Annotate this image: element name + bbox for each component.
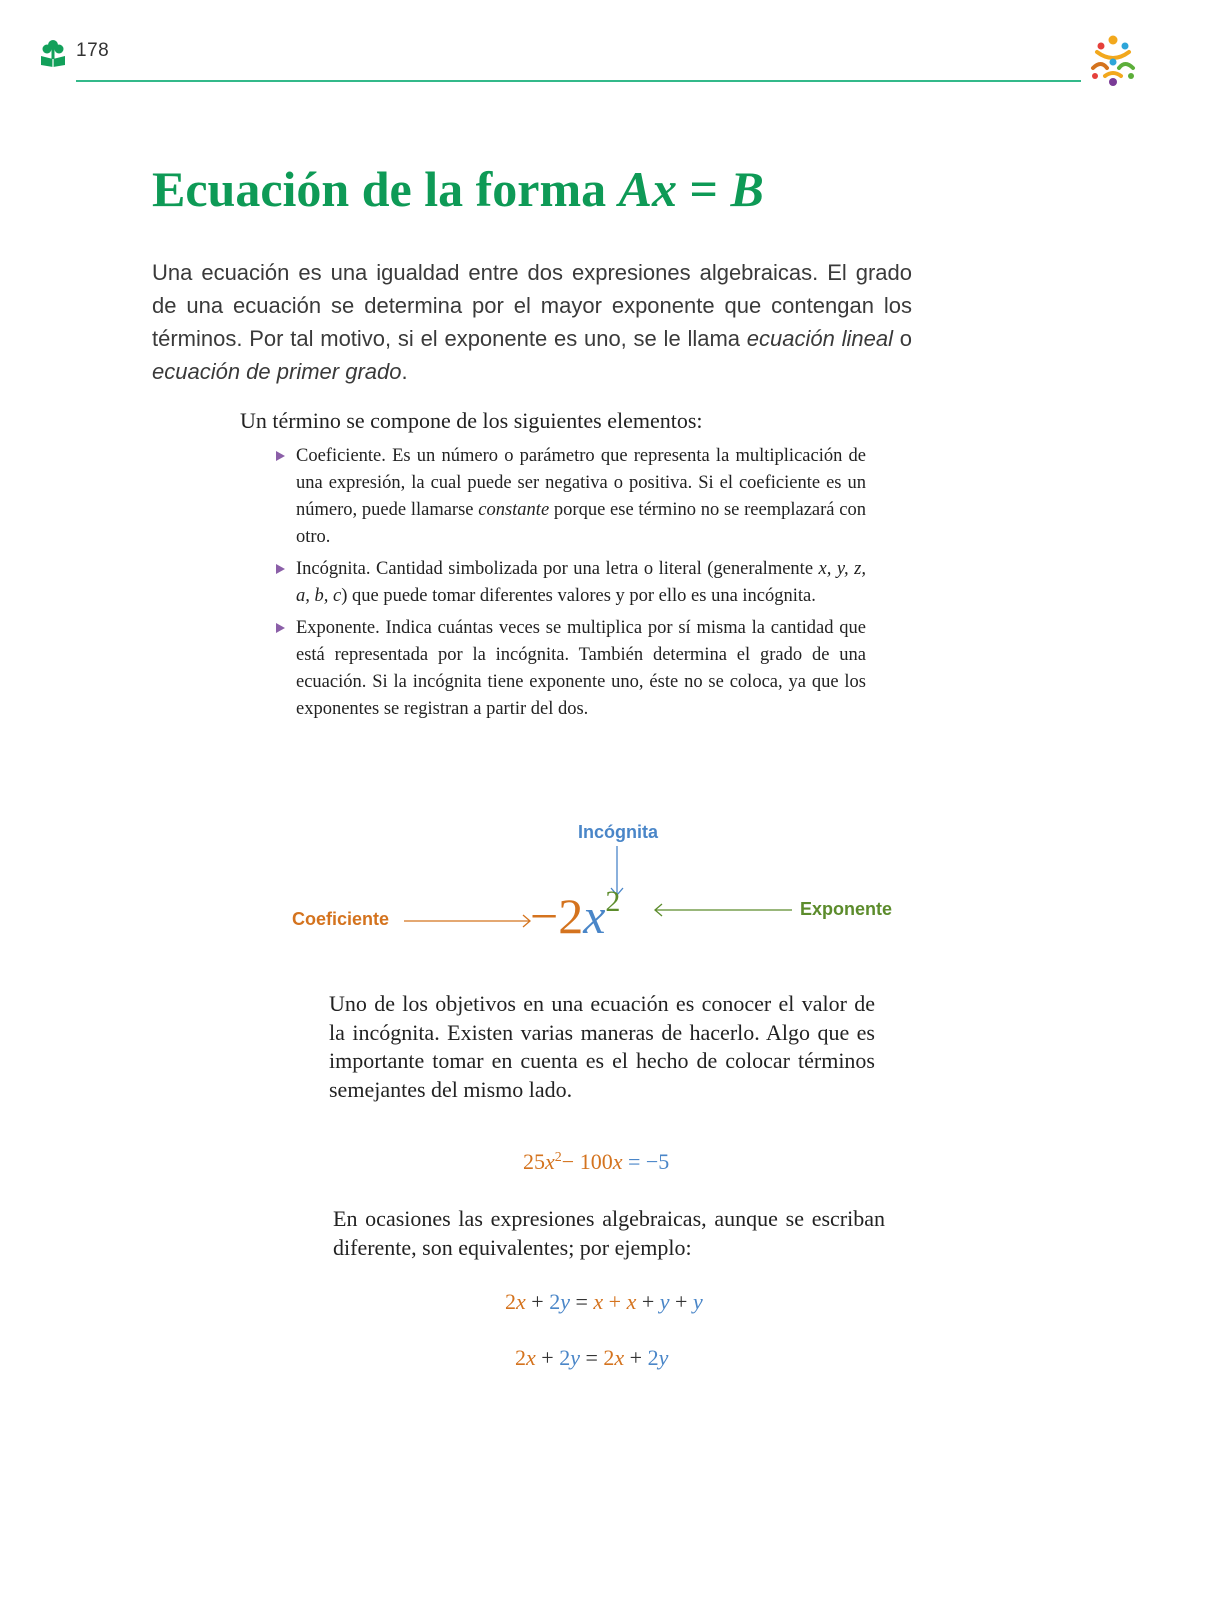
book-tree-icon xyxy=(40,38,66,68)
eq-operator: + xyxy=(636,1289,660,1314)
equation-example-1 xyxy=(523,1149,669,1175)
eq-var: x xyxy=(593,1289,604,1314)
eq-var: x xyxy=(612,1149,623,1174)
intro-paragraph xyxy=(152,256,912,388)
eq-term xyxy=(627,1289,637,1314)
arrow-left-icon xyxy=(655,904,792,916)
eq-coef: 2 xyxy=(559,1345,571,1370)
term-exponent: 2 xyxy=(605,885,621,918)
intro-emphasis-linear: ecuación lineal xyxy=(746,326,893,351)
eq-coef: 2 xyxy=(549,1289,561,1314)
header-rule xyxy=(76,80,1081,82)
list-item-text: ) que puede tomar diferentes valores y por ello es una incógnita. xyxy=(341,586,816,606)
eq-equals: = xyxy=(622,1149,646,1174)
term-variable: x xyxy=(583,888,606,944)
eq-var: x xyxy=(626,1289,637,1314)
list-item-text: porque ese término no se reemplazará con otro. xyxy=(296,500,866,547)
eq-coef: 2 xyxy=(505,1289,516,1314)
eq-operator: + xyxy=(669,1289,693,1314)
intro-text: o xyxy=(893,326,913,351)
eq-var: x xyxy=(516,1289,526,1314)
term-diagram xyxy=(0,810,1214,960)
list-item-emphasis: constante xyxy=(478,500,550,520)
eq-coef: 2 xyxy=(515,1345,526,1370)
objective-paragraph: Uno de los objetivos en una ecuación es conocer el valor de la incógnita. Existen varias maneras de hacerlo. Algo que es importante tomar en cuenta es el hecho de colocar términos semejantes del mismo lado. xyxy=(329,991,875,1102)
example-term xyxy=(530,886,620,954)
eq-operator: + xyxy=(603,1289,627,1314)
equivalent-paragraph: En ocasiones las expresiones algebraicas, aunque se escriban diferente, son equivalentes; por ejemplo: xyxy=(333,1206,885,1260)
eq-term xyxy=(660,1289,670,1314)
term-coefficient: 2 xyxy=(558,888,584,944)
list-item-incognita xyxy=(276,556,866,610)
title-var-b: B xyxy=(730,161,764,217)
eq-var: y xyxy=(560,1289,570,1314)
eq-term xyxy=(559,1345,580,1370)
list-item-text: Coeficiente. Es un número o parámetro que representa la multiplicación de una expresión, la cual puede ser negativa o positiva. Si el coeficiente es un número, puede llamarse xyxy=(296,446,866,520)
eq-rhs: −5 xyxy=(645,1149,670,1174)
triangle-bullet-icon xyxy=(276,623,285,633)
eq-var: x xyxy=(526,1345,536,1370)
eq-term xyxy=(580,1149,623,1174)
list-item-emphasis: x, y, z, a, b, c xyxy=(296,559,866,606)
list-item-coeficiente xyxy=(276,443,866,551)
term-sign: − xyxy=(530,888,559,944)
page-title xyxy=(152,160,764,218)
eq-operator: + xyxy=(525,1289,550,1314)
triangle-bullet-icon xyxy=(276,564,285,574)
title-prefix: Ecuación de la forma xyxy=(152,161,619,217)
triangle-bullet-icon xyxy=(276,451,285,461)
colorful-figures-logo xyxy=(1085,32,1141,88)
eq-var: x xyxy=(614,1345,625,1370)
eq-coef: 25 xyxy=(523,1149,545,1174)
list-item-text: Incógnita. Cantidad simbolizada por una letra o literal (generalmente xyxy=(296,559,819,579)
term-elements-list xyxy=(276,443,866,728)
equation-example-2 xyxy=(505,1289,703,1315)
eq-term xyxy=(593,1289,603,1314)
eq-var: y xyxy=(692,1289,703,1314)
intro-text: Una ecuación es una igualdad entre dos expresiones algebraicas. El grado de una ecuación se determina por el mayor exponente que contengan los términos. Por tal motivo, si el exponente es uno, se le llama xyxy=(152,260,912,351)
exponente-label: Exponente xyxy=(800,899,893,919)
list-item-text: Exponente. Indica cuántas veces se multiplica por sí misma la cantidad que está representada por la incógnita. También determina el grado de una ecuación. Si la incógnita tiene exponente uno, éste no se coloca, ya que los exponentes se registran a partir del dos. xyxy=(296,618,866,719)
intro-text: . xyxy=(401,359,408,384)
eq-var: y xyxy=(570,1345,580,1370)
coeficiente-label: Coeficiente xyxy=(292,909,390,929)
eq-operator: + xyxy=(535,1345,560,1370)
title-var-ax: Ax xyxy=(618,161,677,217)
page-number: 178 xyxy=(76,40,110,61)
eq-var: y xyxy=(659,1289,670,1314)
list-item-exponente xyxy=(276,615,866,723)
title-equals: = xyxy=(677,161,731,217)
eq-var: y xyxy=(658,1345,669,1370)
eq-operator: + xyxy=(624,1345,648,1370)
eq-term xyxy=(505,1289,526,1314)
eq-coef: 2 xyxy=(603,1345,615,1370)
terms-heading: Un término se compone de los siguientes elementos: xyxy=(240,408,703,433)
eq-term xyxy=(523,1149,562,1174)
eq-coef: 100 xyxy=(579,1149,613,1174)
eq-term xyxy=(515,1345,536,1370)
eq-term xyxy=(693,1289,703,1314)
eq-var: x xyxy=(545,1149,555,1174)
eq-operator: − xyxy=(561,1149,580,1174)
eq-exponent: 2 xyxy=(554,1150,562,1165)
eq-term xyxy=(648,1345,669,1370)
intro-emphasis-first-degree: ecuación de primer grado xyxy=(152,359,402,384)
arrow-right-icon xyxy=(404,915,530,927)
page-header xyxy=(0,0,1214,100)
eq-term xyxy=(603,1345,624,1370)
eq-equals: = xyxy=(579,1345,604,1370)
equation-example-3 xyxy=(515,1345,668,1371)
eq-term xyxy=(549,1289,570,1314)
eq-equals: = xyxy=(569,1289,594,1314)
incognita-label: Incógnita xyxy=(578,822,658,842)
eq-coef: 2 xyxy=(647,1345,659,1370)
